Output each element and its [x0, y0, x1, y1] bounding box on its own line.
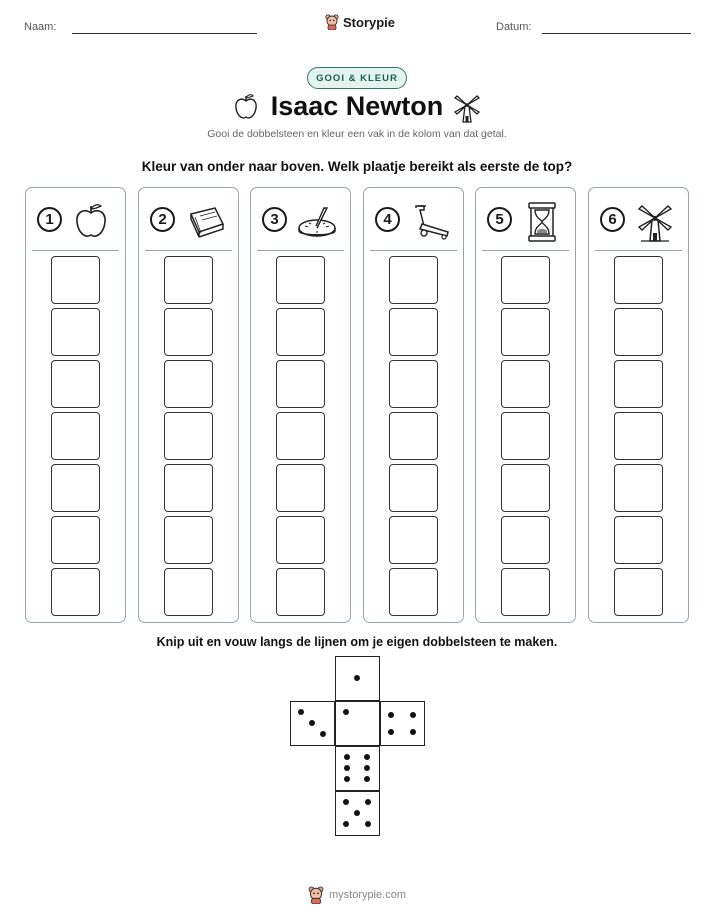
column-6: [588, 187, 689, 623]
color-cell[interactable]: [614, 256, 663, 304]
die-pip: [388, 712, 394, 718]
title-row: [0, 91, 714, 127]
color-cell[interactable]: [389, 516, 438, 564]
color-cell[interactable]: [389, 360, 438, 408]
column-header: [149, 202, 230, 238]
die-pip: [364, 754, 370, 760]
die-pip: [320, 731, 326, 737]
color-cell[interactable]: [51, 308, 100, 356]
column-header: [599, 202, 680, 238]
apple-icon: [72, 202, 110, 240]
color-cell[interactable]: [276, 516, 325, 564]
color-cell[interactable]: [276, 360, 325, 408]
die-face-5: [335, 791, 380, 836]
column-2: [138, 187, 239, 623]
die-pip: [388, 729, 394, 735]
die-pip: [354, 675, 360, 681]
windmill-icon: [635, 202, 675, 242]
color-cell[interactable]: [614, 412, 663, 460]
die-face-1: [335, 656, 380, 701]
die-pip: [410, 729, 416, 735]
color-cell[interactable]: [51, 516, 100, 564]
color-cell[interactable]: [276, 256, 325, 304]
color-cell[interactable]: [389, 412, 438, 460]
color-cell[interactable]: [51, 360, 100, 408]
die-pip: [344, 765, 350, 771]
color-cell[interactable]: [276, 568, 325, 616]
column-divider: [32, 250, 119, 251]
footer-url: mystorypie.com: [328, 889, 407, 901]
color-cell[interactable]: [501, 308, 550, 356]
color-cell[interactable]: [389, 256, 438, 304]
column-header: [261, 202, 342, 238]
die-pip: [309, 720, 315, 726]
die-pip: [343, 709, 349, 715]
column-number: 5: [487, 207, 512, 232]
column-5: [475, 187, 576, 623]
column-number: 4: [375, 207, 400, 232]
column-number: 2: [150, 207, 175, 232]
color-cell[interactable]: [51, 412, 100, 460]
color-cell[interactable]: [614, 516, 663, 564]
color-cell[interactable]: [51, 256, 100, 304]
instruction: Kleur van onder naar boven. Welk plaatje bereikt als eerste de top?: [141, 159, 573, 174]
color-cell[interactable]: [164, 464, 213, 512]
die-pip: [364, 776, 370, 782]
column-divider: [145, 250, 232, 251]
column-header: [486, 202, 567, 238]
column-number: 1: [37, 207, 62, 232]
subtitle: Gooi de dobbelsteen en kleur een vak in de kolom van dat getal.: [207, 128, 507, 140]
book-icon: [185, 202, 227, 240]
page-title: Isaac Newton: [270, 91, 444, 121]
die-face-6: [335, 746, 380, 791]
color-cell[interactable]: [501, 464, 550, 512]
color-cell[interactable]: [164, 308, 213, 356]
color-cell[interactable]: [501, 256, 550, 304]
color-cell[interactable]: [501, 412, 550, 460]
die-pip: [298, 709, 304, 715]
die-pip: [344, 754, 350, 760]
hourglass-icon: [522, 202, 562, 242]
die-pip: [365, 799, 371, 805]
color-cell[interactable]: [276, 308, 325, 356]
bear-mascot-icon: [325, 14, 339, 30]
date-line: [542, 33, 691, 34]
column-number: 3: [262, 207, 287, 232]
name-label: Naam:: [24, 21, 57, 33]
activity-tag: GOOI & KLEUR: [307, 67, 407, 89]
column-1: [25, 187, 126, 623]
column-header: [374, 202, 455, 238]
color-cell[interactable]: [51, 464, 100, 512]
color-cell[interactable]: [389, 568, 438, 616]
color-cell[interactable]: [276, 412, 325, 460]
column-divider: [595, 250, 682, 251]
footer: [0, 886, 714, 904]
color-cell[interactable]: [164, 516, 213, 564]
column-number: 6: [600, 207, 625, 232]
die-pip: [343, 821, 349, 827]
color-cell[interactable]: [51, 568, 100, 616]
windmill-icon: [453, 93, 481, 123]
date-label: Datum:: [496, 21, 532, 33]
die-face-3: [290, 701, 335, 746]
column-divider: [370, 250, 457, 251]
die-pip: [343, 799, 349, 805]
color-cell[interactable]: [164, 568, 213, 616]
color-cell[interactable]: [614, 360, 663, 408]
color-cell[interactable]: [389, 308, 438, 356]
die-pip: [354, 810, 360, 816]
name-line: [72, 33, 257, 34]
color-cell[interactable]: [501, 568, 550, 616]
color-cell[interactable]: [614, 308, 663, 356]
die-pip: [410, 712, 416, 718]
die-face-1: [335, 701, 380, 746]
sundial-icon: [297, 202, 339, 240]
cut-out-instruction: Knip uit en vouw langs de lijnen om je eigen dobbelsteen te maken.: [156, 635, 558, 649]
column-divider: [482, 250, 569, 251]
column-3: [250, 187, 351, 623]
color-cell[interactable]: [389, 464, 438, 512]
color-cell[interactable]: [501, 360, 550, 408]
die-face-4: [380, 701, 425, 746]
color-cell[interactable]: [164, 412, 213, 460]
column-header: [36, 202, 117, 238]
color-cell[interactable]: [164, 360, 213, 408]
color-cell[interactable]: [501, 516, 550, 564]
color-cell[interactable]: [614, 568, 663, 616]
die-pip: [344, 776, 350, 782]
brand-logo: [325, 14, 395, 30]
treadmill-icon: [410, 202, 452, 240]
die-pip: [365, 821, 371, 827]
color-cell[interactable]: [164, 256, 213, 304]
column-divider: [257, 250, 344, 251]
die-pip: [364, 765, 370, 771]
column-4: [363, 187, 464, 623]
bear-mascot-icon: [308, 886, 324, 904]
color-cell[interactable]: [614, 464, 663, 512]
color-cell[interactable]: [276, 464, 325, 512]
brand-name: Storypie: [343, 14, 396, 30]
